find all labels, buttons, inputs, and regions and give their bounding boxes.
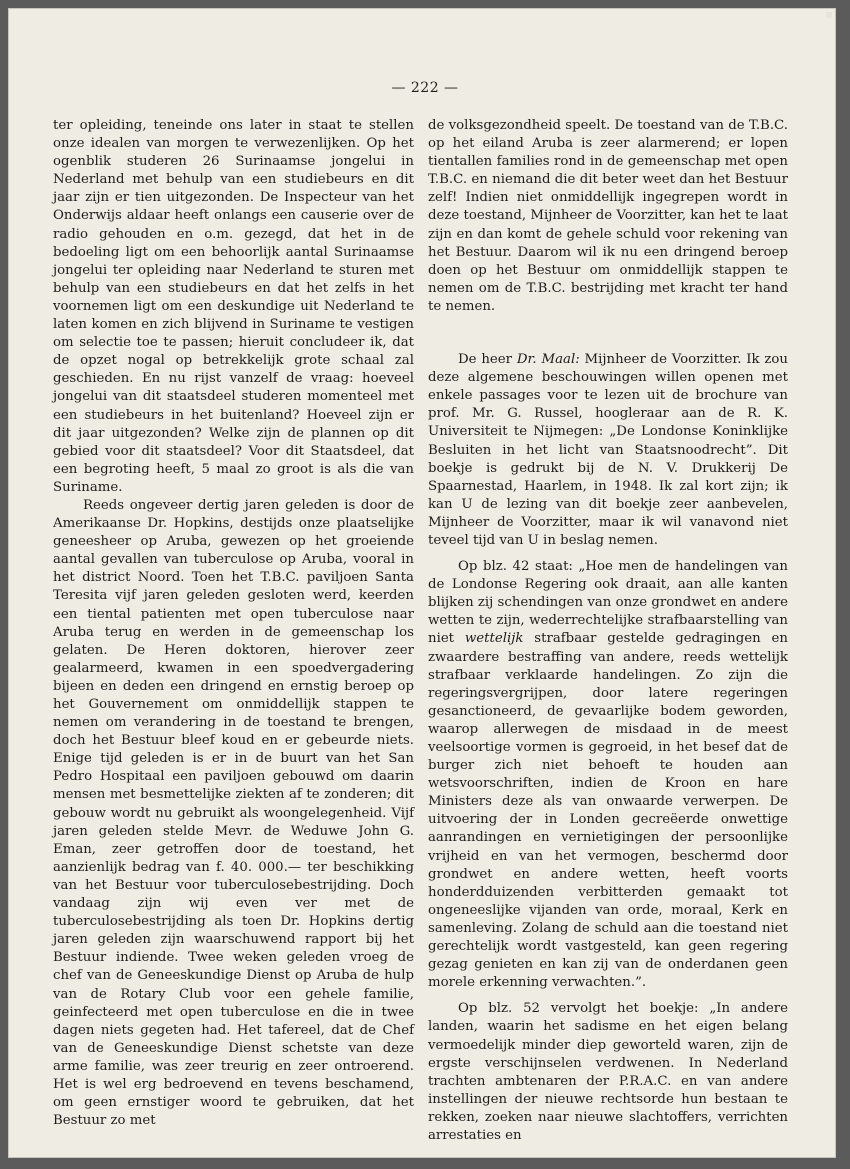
right-column bbox=[428, 117, 788, 1145]
quote-emphasis: wettelijk bbox=[464, 631, 524, 647]
quote-part-2: strafbaar gestelde gedragingen en zwaardere bestraffing van andere, reeds wettelijk strafbaar verklaarde handelingen. Zo zijn die regeringsvergrijpen, door latere regeringen gesanctioneerd, de gevaarlijke bodem geworden, waarop allerwegen de misdaad in de meest veelsoortige vormen is gegroeid, in het besef dat de burger zich niet behoeft te houden aan wetsvoorschriften, indien de Kroon en hare Ministers deze als van onwaarde verwerpen. De uitvoering der in Londen gecreëerde onwettige aanrandingen en vernietigingen der persoonlijke vrijheid en van het vermogen, beschermd door grondwet en andere wetten, heeft voorts honderdduizenden verbitterden gemaakt tot ongeneeslijke vijanden van orde, moraal, Kerk en samenleving. Zolang de schuld aan die toestand niet gerechtelijk wordt vastgesteld, kan geen regering gezag genieten en kan zij van de onderdanen geen morele erkenning verwachten.”. bbox=[428, 631, 788, 991]
page-corner-mark bbox=[826, 12, 832, 18]
right-paragraph-2 bbox=[428, 351, 788, 550]
paragraph-spacer bbox=[428, 316, 788, 351]
page-number: — 222 — bbox=[391, 80, 459, 96]
right-paragraph-3 bbox=[428, 558, 788, 992]
left-paragraph-1: ter opleiding, teneinde ons later in staat te stellen onze idealen van morgen te verwezenlijken. Op het ogenblik studeren 26 Surinaamse jongelui in Nederland met behulp van een studiebeurs en dit jaar zijn er tien uitgezonden. De Inspecteur van het Onderwijs aldaar heeft onlangs een causerie over de radio gehouden en o.m. gezegd, dat het in de bedoeling ligt om een behoorlijk aantal Surinaamse jongelui ter opleiding naar Nederland te sturen met behulp van een studiebeurs en dat het zelfs in het voornemen ligt om een deskundige uit Nederland te laten komen en zich blijvend in Suriname te vestigen om selectie toe te passen; hieruit concludeer ik, dat de opzet nogal op betrekkelijk grote schaal zal geschieden. En nu rijst vanzelf de vraag: hoeveel jongelui van dit staatsdeel studeren momenteel met een studiebeurs in het buitenland? Hoeveel zijn er dit jaar uitgezonden? Welke zijn de plannen op dit gebied voor dit staatsdeel? Voor dit Staatsdeel, dat een begroting heeft, 5 maal zo groot is als die van Suriname. bbox=[53, 118, 414, 495]
paragraph-spacer bbox=[428, 992, 788, 1000]
paragraph-spacer bbox=[428, 550, 788, 558]
left-column bbox=[53, 117, 414, 1130]
speech-text: Mijnheer de Voorzitter. Ik zou deze algemene beschouwingen willen openen met enkele passages voor te lezen uit de brochure van prof. Mr. G. Russel, hoogleraar aan de R. K. Universiteit te Nijmegen: „De Londonse Koninklijke Besluiten in het licht van Staatsnoodrecht”. Dit boekje is gedrukt bij de N. V. Drukkerij De Spaarnestad, Haarlem, in 1948. Ik zal kort zijn; ik kan U de lezing van dit boekje zeer aanbevelen, Mijnheer de Voorzitter, maar ik wil vanavond niet teveel tijd van U in beslag nemen. bbox=[428, 352, 789, 548]
right-paragraph-4: Op blz. 52 vervolgt het boekje: „In andere landen, waarin het sadisme en het eigen belang vermoedelijk minder diep geworteld waren, zijn de ergste verschijnselen verdwenen. In Nederland trachten ambtenaren der P.R.A.C. en van andere instellingen der nieuwe rechtsorde hun bestaan te rekken, zoeken naar nieuwe slachtoffers, verrichten arrestaties en bbox=[428, 1001, 788, 1143]
quote-part-1: Op blz. 42 staat: „Hoe men de handelingen van de Londonse Regering ook draait, aan alle kanten blijken zij schendingen van onze grondwet en andere wetten te zijn, wederrechtelijke strafbaarstelling van niet bbox=[428, 559, 788, 647]
right-paragraph-1: de volksgezondheid speelt. De toestand van de T.B.C. op het eiland Aruba is zeer alarmerend; er lopen tientallen families rond in de gemeenschap met open T.B.C. en niemand die dit beter weet dan het Bestuur zelf! Indien niet onmiddellijk ingegrepen wordt in deze toestand, Mijnheer de Voorzitter, kan het te laat zijn en dan komt de gehele schuld voor rekening van het Bestuur. Daarom wil ik nu een dringend beroep doen op het Bestuur om onmiddellijk stappen te nemen om de T.B.C. bestrijding met kracht ter hand te nemen. bbox=[428, 118, 788, 314]
speaker-name: Dr. Maal: bbox=[516, 352, 580, 368]
left-paragraph-2: Reeds ongeveer dertig jaren geleden is door de Amerikaanse Dr. Hopkins, destijds onze plaatselijke geneesheer op Aruba, gewezen op het groeiende aantal gevallen van tuberculose op Aruba, vooral in het district Noord. Toen het T.B.C. paviljoen Santa Teresita vijf jaren geleden gesloten werd, keerden een tiental patienten met open tuberculose naar Aruba terug en werden in de gemeenschap los gelaten. De Heren doktoren, hierover zeer gealarmeerd, kwamen in een spoedvergadering bijeen en deden een dringend en ernstig beroep op het Gouvernement om onmiddellijk stappen te nemen om verandering in de toestand te brengen, doch het Bestuur bleef koud en er gebeurde niets. Enige tijd geleden is er in de buurt van het San Pedro Hospitaal een paviljoen gebouwd om daarin mensen met besmettelijke ziekten af te zonderen; dit gebouw wordt nu gebruikt als woongelegenheid. Vijf jaren geleden stelde Mevr. de Weduwe John G. Eman, zeer getroffen door de toestand, het aanzienlijk bedrag van f. 40. 000.— ter beschikking van het Bestuur voor tuberculosebestrijding. Doch vandaag zijn wij even ver met de tuberculosebestrijding als toen Dr. Hopkins dertig jaren geleden zijn waarschuwend rapport bij het Bestuur indiende. Twee weken geleden vroeg de chef van de Geneeskundige Dienst op Aruba de hulp van de Rotary Club voor een gehele familie, geinfecteerd met open tuberculose en die in twee dagen niets gegeten had. Het tafereel, dat de Chef van de Geneeskundige Dienst schetste van deze arme familie, was zeer treurig en zeer ontroerend. Het is wel erg bedroevend en tevens beschamend, om geen ernstiger woord te gebruiken, dat het Bestuur zo met bbox=[53, 497, 414, 1129]
speaker-intro: De heer bbox=[458, 352, 517, 368]
